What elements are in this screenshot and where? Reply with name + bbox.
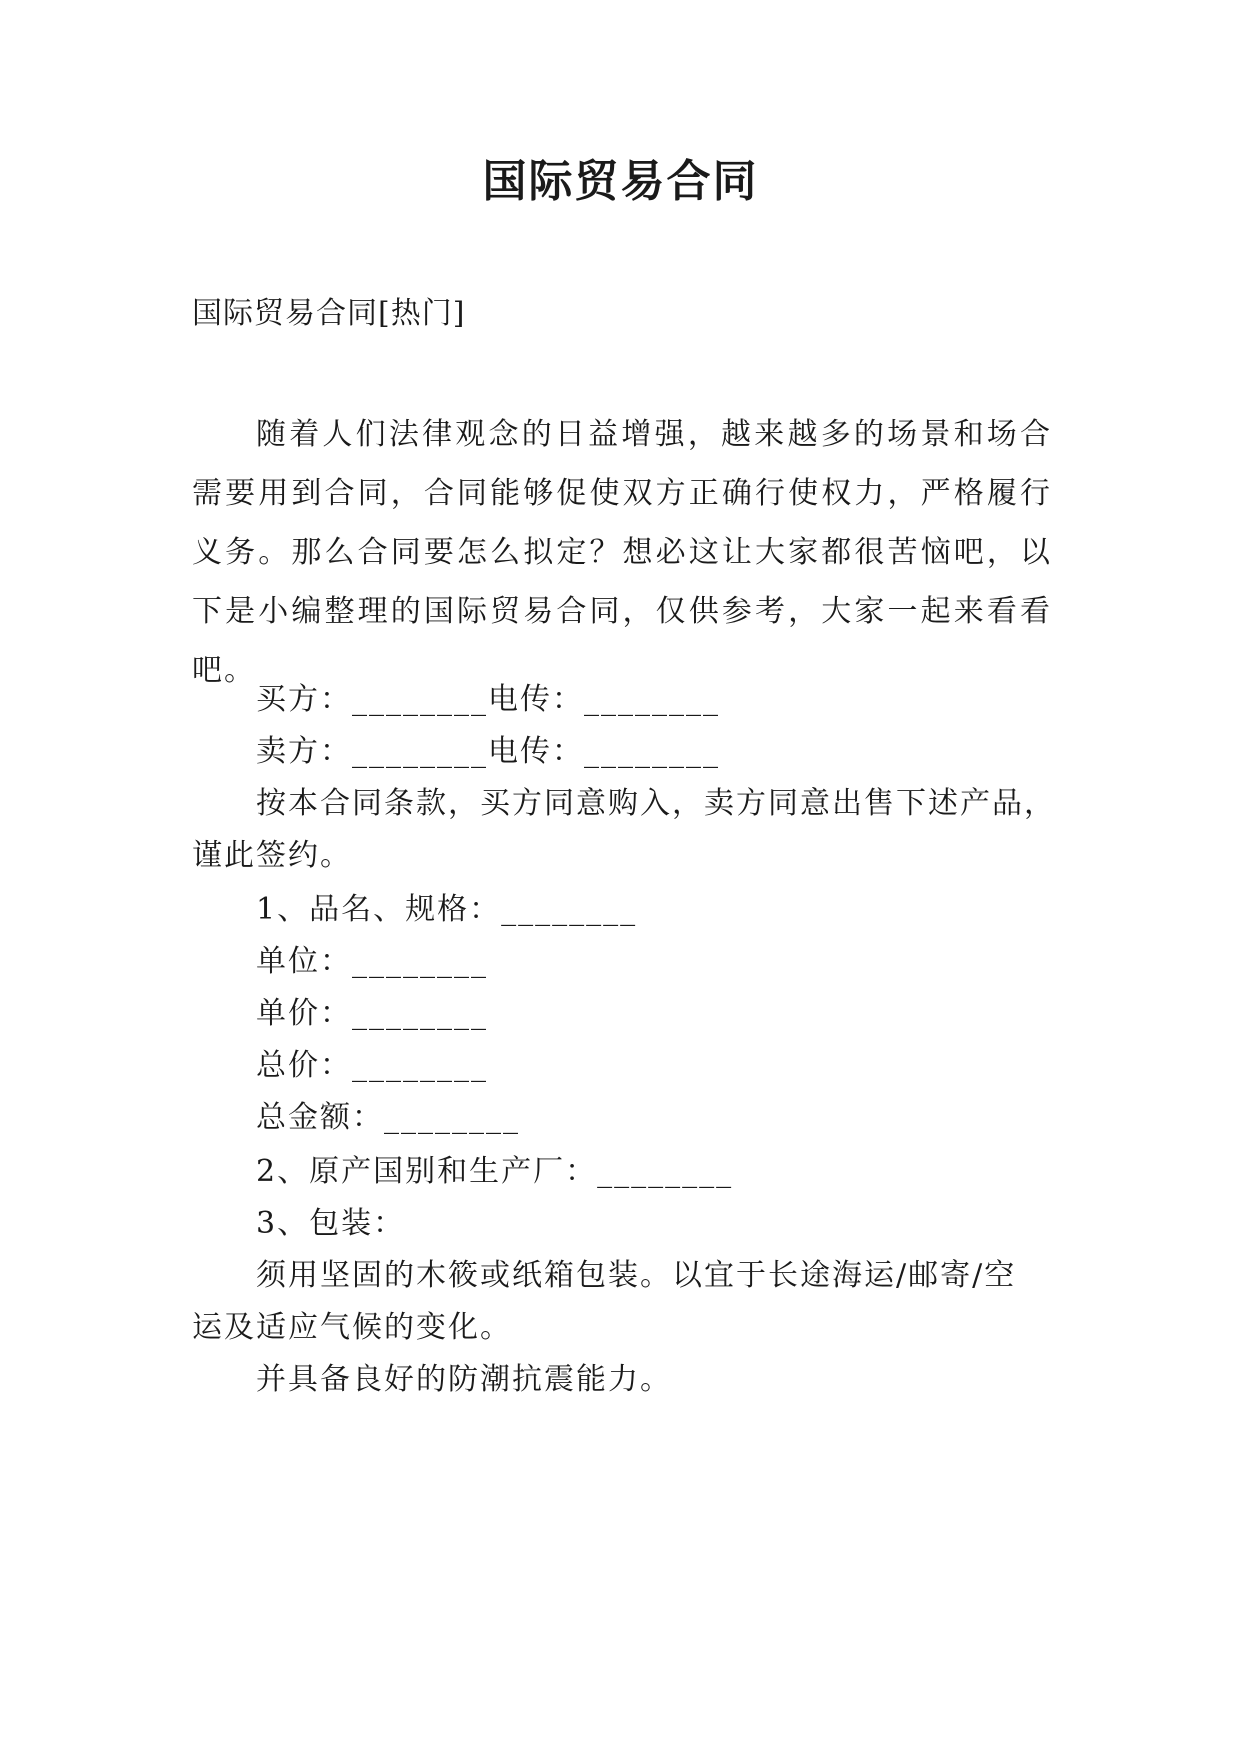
agreement-line-2: 谨此签约。 [192,838,352,873]
document-subtitle: 国际贸易合同[热门] [192,296,466,331]
item-3-packing: 3、包装： [256,1206,406,1241]
item-1-name-spec: 1、品名、规格：________ [256,892,638,927]
item-2-origin: 2、原产国别和生产厂：________ [256,1154,734,1189]
buyer-line: 买方：________电传：________ [256,682,720,717]
agreement-line-1: 按本合同条款，买方同意购入，卖方同意出售下述产品， [256,786,1056,821]
document-title: 国际贸易合同 [482,156,759,207]
intro-paragraph: 随着人们法律观念的日益增强，越来越多的场景和场合需要用到合同，合同能够促使双方正确行使权力，严格履行义务。那么合同要怎么拟定？想必这让大家都很苦恼吧，以下是小编整理的国际贸易合同，仅供参考，大家一起来看看吧。 [192,417,1052,688]
unit-price-line: 单价：________ [256,996,488,1031]
packing-line-3: 并具备良好的防潮抗震能力。 [256,1362,672,1397]
unit-line: 单位：________ [256,944,488,979]
total-amount-line: 总金额：________ [256,1100,520,1135]
seller-line: 卖方：________电传：________ [256,734,720,769]
total-price-line: 总价：________ [256,1048,488,1083]
packing-line-1: 须用坚固的木筱或纸箱包装。以宜于长途海运/邮寄/空 [256,1258,1017,1293]
packing-line-2: 运及适应气候的变化。 [192,1310,512,1345]
